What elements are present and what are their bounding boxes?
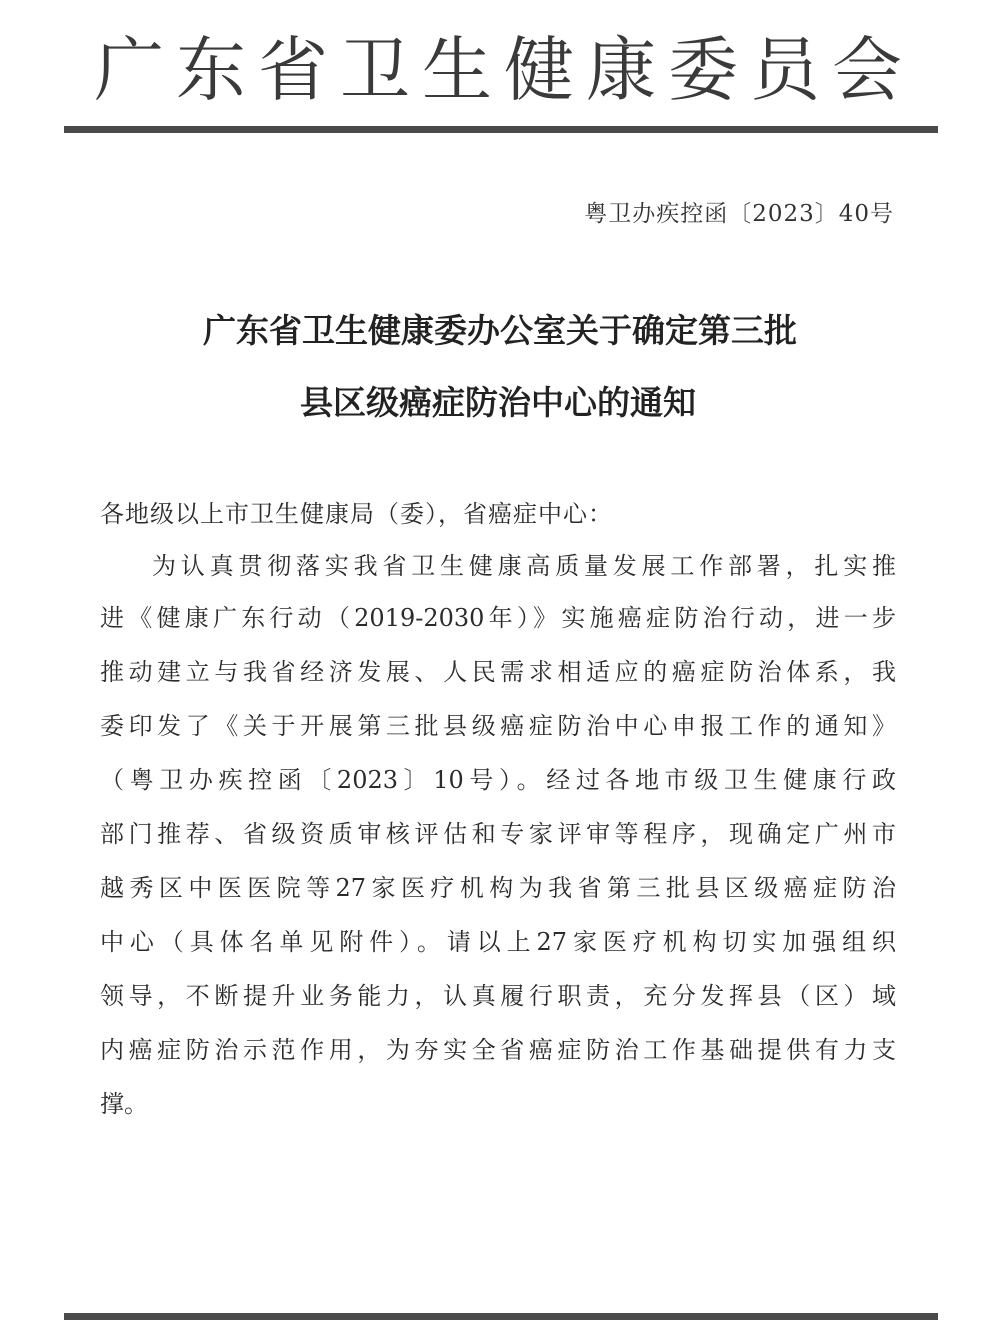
letterhead-title: 广东省卫生健康委员会	[94, 29, 914, 111]
body-line: 中心（具体名单见附件）。请以上27家医疗机构切实加强组织	[100, 928, 896, 956]
footer-divider	[64, 1313, 938, 1320]
body-line: 部门推荐、省级资质审核评估和专家评审等程序，现确定广州市	[100, 820, 896, 848]
body-line: 委印发了《关于开展第三批县级癌症防治中心申报工作的通知》	[100, 712, 896, 740]
body-line: 推动建立与我省经济发展、人民需求相适应的癌症防治体系，我	[100, 658, 896, 686]
notice-title-line-1: 广东省卫生健康委办公室关于确定第三批	[203, 311, 797, 350]
body-line: 为认真贯彻落实我省卫生健康高质量发展工作部署，扎实推	[152, 552, 896, 580]
body-line: 内癌症防治示范作用，为夯实全省癌症防治工作基础提供有力支	[100, 1036, 896, 1064]
notice-title-line-2: 县区级癌症防治中心的通知	[300, 383, 696, 422]
body-line: 领导，不断提升业务能力，认真履行职责，充分发挥县（区）域	[100, 982, 896, 1010]
body-line: （粤卫办疾控函〔2023〕10号）。经过各地市级卫生健康行政	[100, 766, 896, 794]
header-divider	[64, 126, 938, 133]
body-line: 撑。	[100, 1090, 148, 1118]
document-number: 粤卫办疾控函〔2023〕40号	[584, 201, 894, 227]
addressee: 各地级以上市卫生健康局（委），省癌症中心：	[100, 500, 613, 528]
body-line: 越秀区中医医院等27家医疗机构为我省第三批县区级癌症防治	[100, 874, 896, 902]
body-line: 进《健康广东行动（2019-2030年）》实施癌症防治行动，进一步	[100, 604, 896, 632]
